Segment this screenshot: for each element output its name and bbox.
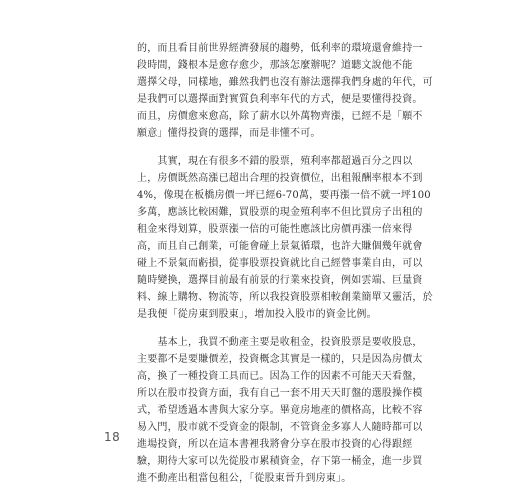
text-line: 租金來得划算，股票漲一倍的可能性應該比房價再漲一倍來得 (137, 224, 413, 235)
text-line: 而且，房價愈來愈高，除了薪水以外萬物齊漲，已經不是「願不 (137, 111, 423, 122)
text-line: 式，希望透過本書與大家分享。畢竟房地產的價格高，比較不容 (137, 405, 423, 416)
text-line: 高，換了一種投資工具而已。因為工作的因素不可能天天看盤， (137, 371, 423, 382)
text-line: 主要都不是要賺價差，投資概念其實是一樣的，只是因為房價太 (137, 354, 423, 365)
text-line: 上，房價既然高漲已超出合理的投資價位，出租報酬率根本不到 (137, 173, 423, 184)
text-line: 的，而且看目前世界經濟發展的趨勢，低利率的環境還會維持一 (137, 43, 423, 54)
text-line: 願意」懂得投資的選擇，而是非懂不可。 (137, 128, 321, 139)
text-line: 進不動產出租當包租公，「從股東晉升到房東」。 (137, 473, 352, 484)
paragraph-3 (137, 334, 423, 487)
text-line: 是我們可以選擇面對實質負利率年代的方式，便是要懂得投資。 (137, 94, 423, 105)
text-line: 所以在股市投資方面，我有自己一套不用天天盯盤的選股操作模 (137, 388, 423, 399)
page-number: 18 (104, 430, 121, 444)
paragraph-2 (137, 153, 433, 323)
text-line: 段時間，錢根本是愈存愈少，那該怎麼辦呢？道聽文說他不能 (137, 60, 413, 71)
text-line: 4%，像現在板橋房價一坪已經6-70萬，要再漲一倍不就一坪100 (137, 190, 431, 201)
text-line: 其實，現在有很多不錯的股票，殖利率都超過百分之四以 (137, 156, 413, 167)
text-line: 高，而且自己創業，可能會碰上景氣循環，也許大賺個幾年就會 (137, 241, 423, 252)
text-line: 選擇父母，同樣地，雖然我們也沒有辦法選擇我們身處的年代，可 (137, 77, 433, 88)
body-text (137, 40, 433, 487)
text-line: 是我便「從房東到股東」，增加投入股市的資金比例。 (137, 309, 377, 320)
text-line: 進場投資，所以在這本書裡我將會分享在股市投資的心得跟經 (137, 439, 413, 450)
text-line: 基本上，我買不動產主要是收租金，投資股票是要收股息， (137, 337, 423, 348)
text-line: 驗，期待大家可以先從股市累積資金，存下第一桶金，進一步買 (137, 456, 423, 467)
paragraph-1 (137, 40, 433, 142)
text-line: 隨時變換，選擇目前最有前景的行業來投資，例如雲端、巨量資 (137, 275, 423, 286)
text-line: 料、線上購物、物流等，所以我投資股票相較創業簡單又靈活，於 (137, 292, 433, 303)
text-line: 多萬，應該比較困難，買股票的現金殖利率不但比買房子出租的 (137, 207, 423, 218)
text-line: 碰上不景氣而虧損，從事股票投資就比自己經營事業自由，可以 (137, 258, 423, 269)
text-line: 易入門，股市就不受資金的限制，不管資金多寡人人隨時都可以 (137, 422, 423, 433)
